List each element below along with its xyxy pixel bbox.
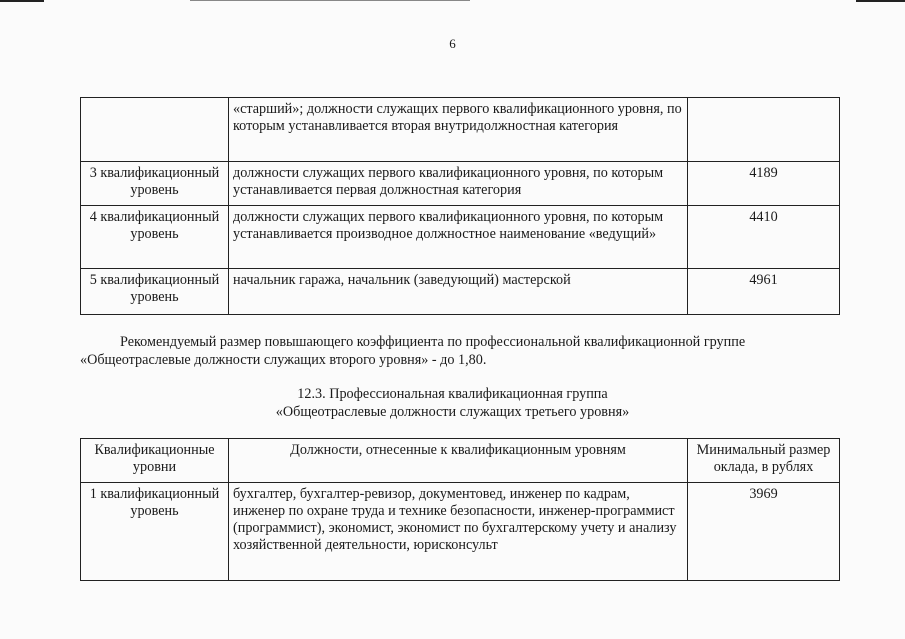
scan-edge-mark [856, 0, 905, 2]
section-heading [0, 385, 905, 421]
section-title-line-1: 12.3. Профессиональная квалификационная группа [297, 386, 608, 402]
level-cell [81, 98, 229, 162]
salary-cell: 3969 [688, 483, 840, 581]
salary-cell: 4961 [688, 269, 840, 315]
salary-cell: 4189 [688, 162, 840, 206]
scan-edge-mark [190, 0, 470, 1]
header-level: Квалификационные уровни [81, 439, 229, 483]
positions-cell: бухгалтер, бухгалтер-ревизор, документовед, инженер по кадрам, инженер по охране труда и технике безопасности, инженер-программист (программист), экономист, экономист по бухгалтерскому учету и анализу хозяйственной деятельности, юрисконсульт [229, 483, 688, 581]
paragraph-line-2: «Общеотраслевые должности служащих второго уровня» - до 1,80. [80, 352, 487, 368]
level-cell: 5 квалификационный уровень [81, 269, 229, 315]
coefficient-paragraph [80, 333, 830, 369]
positions-cell: начальник гаража, начальник (заведующий) мастерской [229, 269, 688, 315]
table-header-row [81, 439, 840, 483]
positions-cell: «старший»; должности служащих первого квалификационного уровня, по которым устанавливается вторая внутридолжностная категория [229, 98, 688, 162]
table-row [81, 483, 840, 581]
header-positions: Должности, отнесенные к квалификационным уровням [229, 439, 688, 483]
level-cell: 3 квалификационный уровень [81, 162, 229, 206]
table-row [81, 269, 840, 315]
salary-cell [688, 98, 840, 162]
table-row [81, 206, 840, 269]
section-title-line-2: «Общеотраслевые должности служащих третьего уровня» [275, 404, 630, 420]
table-row [81, 162, 840, 206]
page-number: 6 [449, 36, 456, 51]
qualification-table [80, 438, 840, 581]
scan-edge-mark [0, 0, 44, 2]
paragraph-line-1: Рекомендуемый размер повышающего коэффициента по профессиональной квалификационной группе [120, 334, 746, 350]
qualification-table-continued [80, 97, 840, 315]
level-cell: 1 квалификационный уровень [81, 483, 229, 581]
header-salary: Минимальный размер оклада, в рублях [688, 439, 840, 483]
salary-cell: 4410 [688, 206, 840, 269]
table-row [81, 98, 840, 162]
level-cell: 4 квалификационный уровень [81, 206, 229, 269]
positions-cell: должности служащих первого квалификационного уровня, по которым устанавливается производное должностное наименование «ведущий» [229, 206, 688, 269]
positions-cell: должности служащих первого квалификационного уровня, по которым устанавливается первая должностная категория [229, 162, 688, 206]
